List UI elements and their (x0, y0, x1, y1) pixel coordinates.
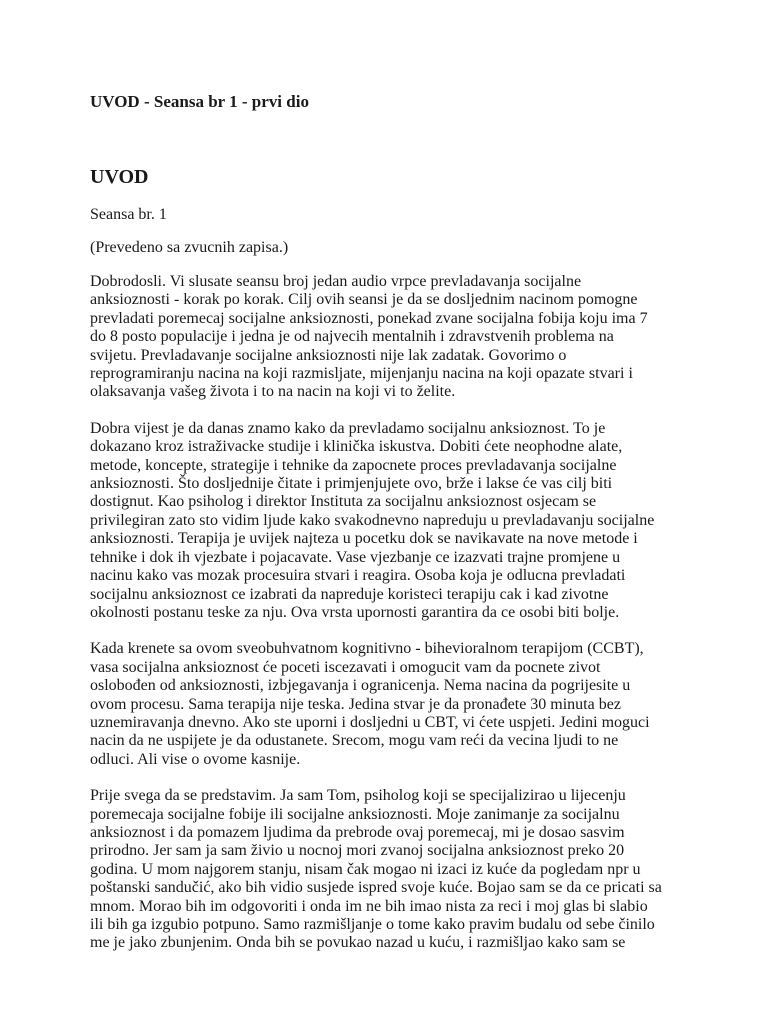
paragraph-line: reprogramiranju nacina na koji razmisljate, mijenjanju nacina na koji opazate stvari i (90, 365, 633, 383)
paragraph-line: godina. U mom najgorem stanju, nisam čak mogao ni izaci iz kuće da pogledam npr u (90, 860, 641, 878)
paragraph-line: Dobrodosli. Vi slusate seansu broj jedan audio vrpce prevladavanja socijalne (90, 273, 582, 290)
paragraph-line: anksioznost i da pomazem ljudima da prebrode ovaj poremecaj, mi je dosao sasvim (90, 823, 625, 841)
paragraph-line: nacinu kako vas mozak procesuira stvari i reagira. Osoba koja je odlucna prevladati (90, 567, 626, 585)
paragraph-line: uznemiravanja dnevno. Ako ste uporni i dosljedni u CBT, vi ćete uspjeti. Jedini moguci (90, 713, 650, 731)
paragraph-line: okolnosti postanu teske za nju. Ova vrsta upornosti garantira da ce osobi biti bolje. (90, 603, 620, 621)
paragraph-line: anksioznosti - korak po korak. Cilj ovih seansi je da se dosljednim nacinom pomogne (90, 291, 638, 309)
paragraph-line: anksioznosti. Što dosljednije čitate i primjenjujete ovo, brže i lakse će vas cilj biti (90, 475, 613, 493)
paragraph-line: ili bih ga izgubio potpuno. Samo razmišljanje o tome kako pravim budalu od sebe činilo (90, 916, 655, 933)
paragraph-line: poremecaja socijalne fobije ili socijalne anksioznosti. Moje zanimanje za socijalnu (90, 805, 620, 823)
paragraph-line: privilegiran zato sto vidim ljude kako svakodnevno napreduju u prevladavanju socijalne (90, 511, 655, 529)
paragraph-line: me je jako zbunjenim. Onda bih se povukao nazad u kuću, i razmišljao kako sam se (90, 934, 626, 952)
section-title: UVOD (90, 166, 149, 188)
paragraph-line: Dobra vijest je da danas znamo kako da prevladamo socijalnu anksioznost. To je (90, 419, 606, 437)
body-paragraph (90, 640, 690, 769)
paragraph-line: anksioznosti. Terapija je uvijek najteza u pocetku dok se navikavate na nove metode i (90, 530, 638, 548)
paragraph-line: metode, koncepte, strategije i tehnike da zapocnete proces prevladavanja socijalne (90, 456, 617, 474)
paragraph-line: Kada krenete sa ovom sveobuhvatnom kognitivno - bihevioralnom terapijom (CCBT), (90, 640, 644, 658)
paragraph-line: nacin da ne uspijete je da odustanete. Srecom, mogu vam reći da vecina ljudi to ne (90, 732, 619, 750)
paragraph-line: prevladati poremecaj socijalne anksioznosti, ponekad zvane socijalna fobija koju ima 7 (90, 309, 648, 327)
paragraph-line: tehnike i dok ih vjezbate i pojacavate. Vase vjezbanje ce izazvati trajne promjene u (90, 548, 621, 566)
translation-note: (Prevedeno sa zvucnih zapisa.) (90, 239, 289, 256)
paragraph-line: vasa socijalna anksioznost će poceti iscezavati i omogucit vam da pocnete zivot (90, 658, 601, 676)
paragraph-line: poštanski sandučić, ako bih vidio susjede ispred svoje kuće. Bojao sam se da ce pricati sa (90, 879, 662, 897)
body-paragraph (90, 273, 690, 402)
document-header: UVOD - Seansa br 1 - prvi dio (90, 92, 309, 111)
paragraph-line: prirodno. Jer sam ja sam živio u nocnoj mori zvanoj socijalna anksioznost preko 20 (90, 842, 625, 860)
paragraph-line: do 8 posto populacije i jedna je od najvecih mentalnih i zdravstvenih problema na (90, 328, 614, 346)
body-text (90, 273, 690, 971)
body-paragraph (90, 787, 690, 953)
paragraph-line: oslobođen od anksioznosti, izbjegavanja i ogranicenja. Nema nacina da pogrijesite u (90, 677, 631, 695)
paragraph-line: dostignut. Kao psiholog i direktor Instituta za socijalnu anksioznost osjecam se (90, 493, 597, 511)
paragraph-line: socijalnu anksioznost ce izabrati da napreduje koristeci terapiju cak i kad zivotne (90, 585, 609, 603)
body-paragraph (90, 420, 690, 622)
paragraph-line: ovom procesu. Sama terapija nije teska. Jedina stvar je da pronađete 30 minuta bez (90, 695, 621, 713)
session-label: Seansa br. 1 (90, 206, 167, 223)
paragraph-line: dokazano kroz istraživacke studije i klinička iskustva. Dobiti ćete neophodne alate, (90, 438, 623, 456)
paragraph-line: Prije svega da se predstavim. Ja sam Tom, psiholog koji se specijalizirao u lijecenju (90, 787, 626, 805)
paragraph-line: olaksavanja vašeg života i to na nacin na koji vi to želite. (90, 383, 456, 401)
paragraph-line: mnom. Morao bih im odgovoriti i onda im ne bih imao nista za reci i moj glas bi slabio (90, 897, 648, 915)
paragraph-line: svijetu. Prevladavanje socijalne anksioznosti nije lak zadatak. Govorimo o (90, 346, 567, 364)
paragraph-line: odluci. Ali vise o ovome kasnije. (90, 750, 301, 768)
